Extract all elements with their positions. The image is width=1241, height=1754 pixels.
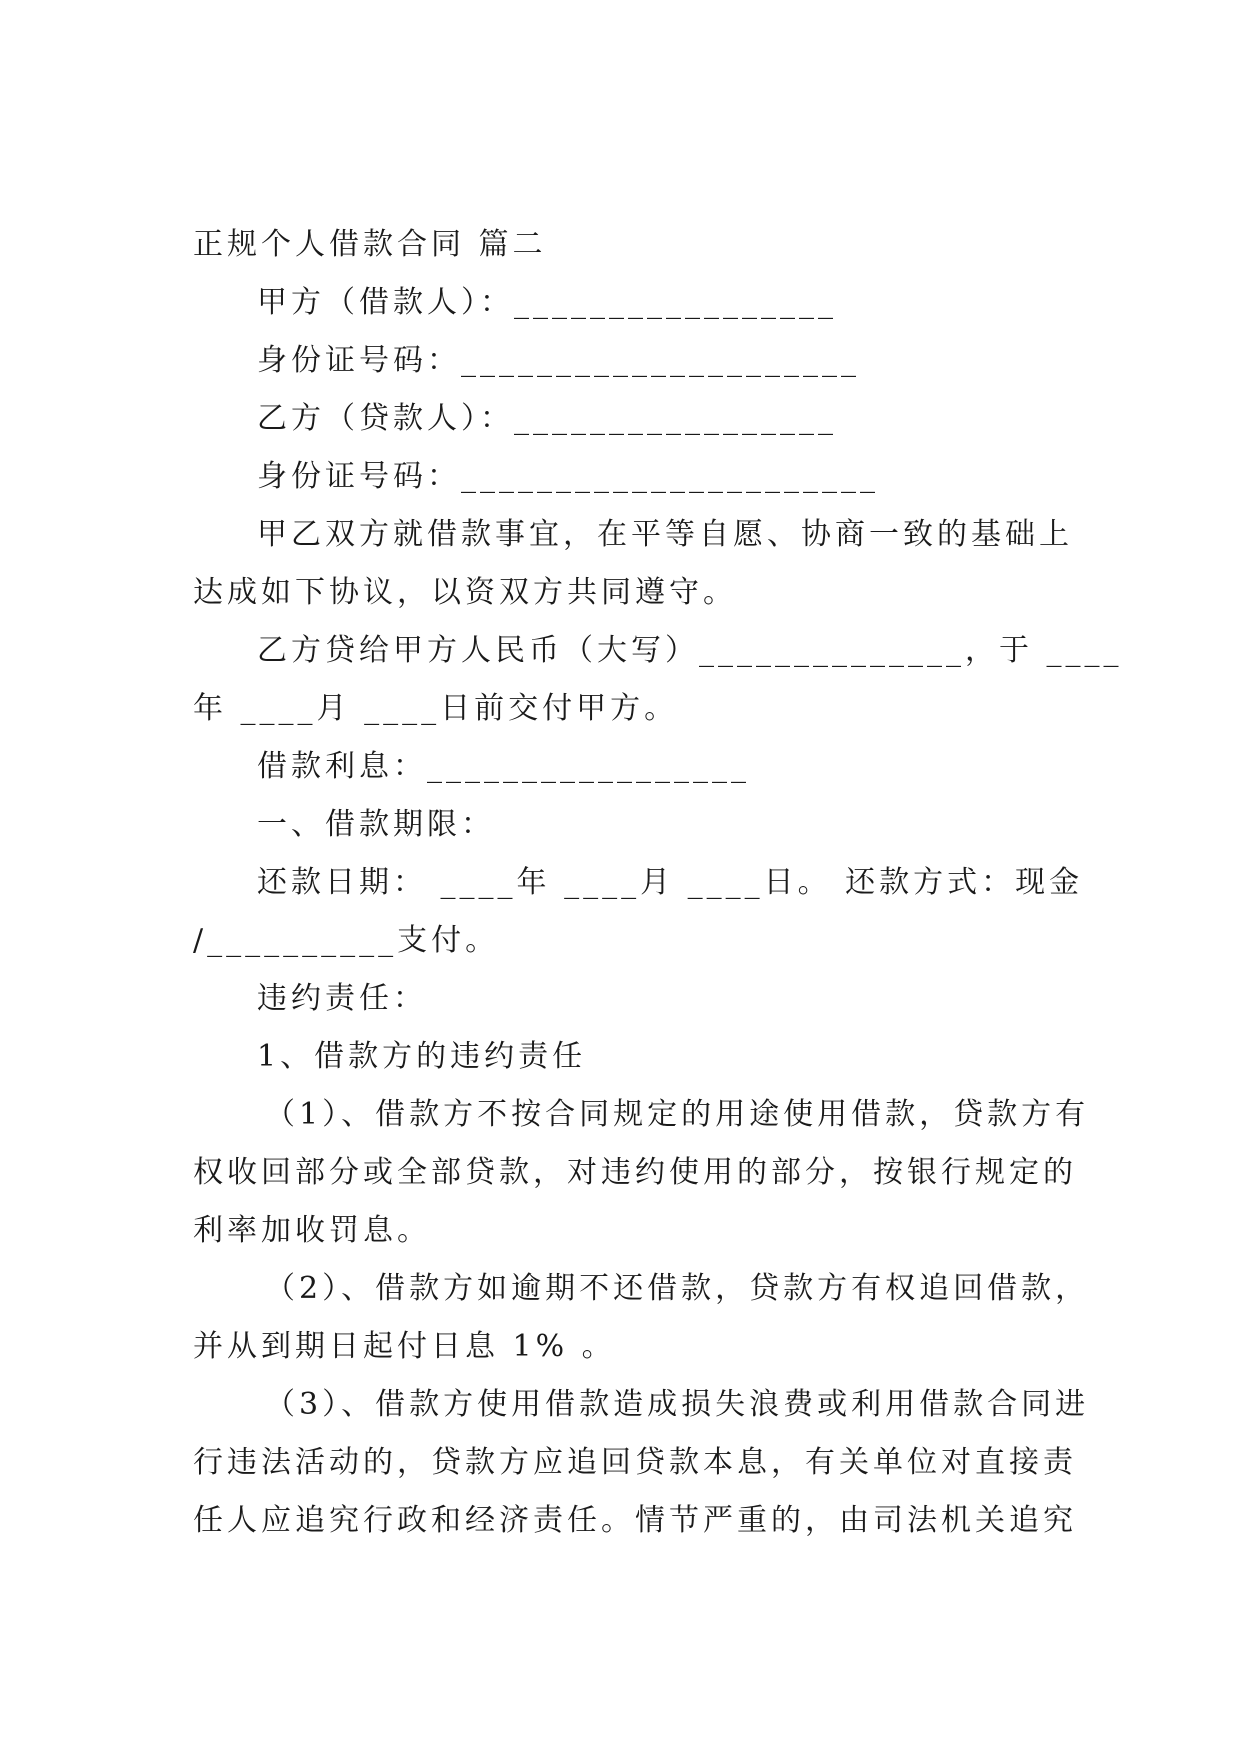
loan-amount-line-1: 乙方贷给甲方人民币（大写）______________，于 ____ [257,633,1123,668]
loan-term-heading: 一、借款期限： [257,807,495,842]
clause-3-line-1: （3）、借款方使用借款造成损失浪费或利用借款合同进 [265,1387,1090,1422]
document-body [193,216,1123,1550]
clause-3-line-3: 任人应追究行政和经济责任。情节严重的，由司法机关追究 [193,1503,1077,1538]
party-b-line: 乙方（贷款人）：_________________ [257,401,837,436]
document-title: 正规个人借款合同 篇二 [193,227,547,262]
clause-1-line-3: 利率加收罚息。 [193,1213,431,1248]
party-a-line: 甲方（借款人）：_________________ [257,285,837,320]
party-a-id-line: 身份证号码：_____________________ [257,343,860,378]
loan-amount-line-2: 年 ____月 ____日前交付甲方。 [193,691,679,726]
clause-2-line-1: （2）、借款方如逾期不还借款，贷款方有权追回借款， [265,1271,1090,1306]
liability-heading: 违约责任： [257,981,427,1016]
clause-2-line-2: 并从到期日起付日息 1% 。 [193,1329,616,1364]
repayment-line-2: /__________支付。 [193,923,500,958]
agreement-intro-line-1: 甲乙双方就借款事宜，在平等自愿、协商一致的基础上 [257,517,1073,552]
repayment-line-1: 还款日期： ____年 ____月 ____日。 还款方式：现金 [257,865,1084,900]
clause-1-line-1: （1）、借款方不按合同规定的用途使用借款，贷款方有 [265,1097,1090,1132]
borrower-liability-heading: 1、借款方的违约责任 [257,1039,587,1074]
clause-1-line-2: 权收回部分或全部贷款，对违约使用的部分，按银行规定的 [193,1155,1077,1190]
agreement-intro-line-2: 达成如下协议，以资双方共同遵守。 [193,575,737,610]
party-b-id-line: 身份证号码：______________________ [257,459,879,494]
loan-interest-line: 借款利息：_________________ [257,749,750,784]
clause-3-line-2: 行违法活动的，贷款方应追回贷款本息，有关单位对直接责 [193,1445,1077,1480]
